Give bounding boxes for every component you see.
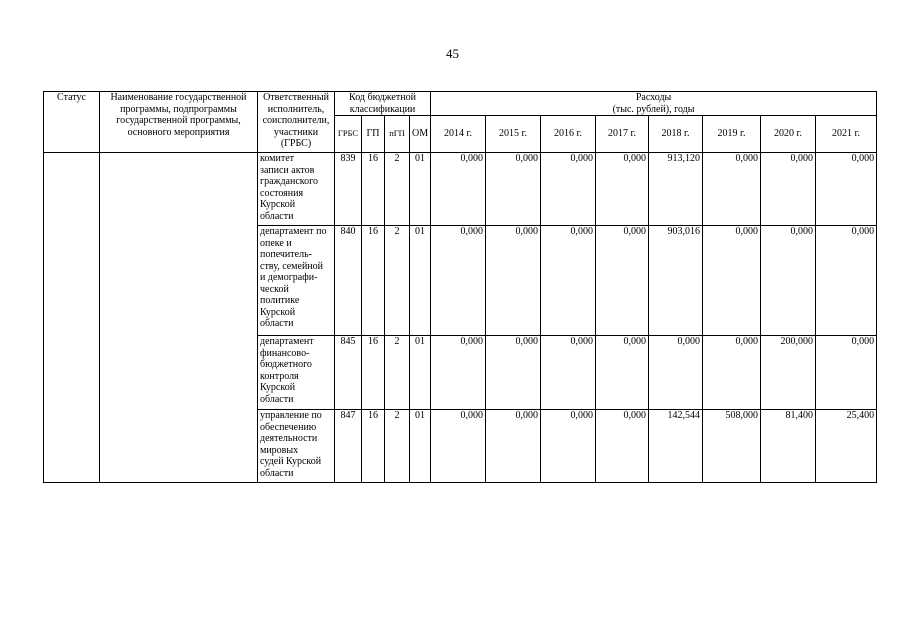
value-2019: 0,000: [703, 336, 761, 410]
header-year-2017: 2017 г.: [596, 116, 649, 153]
table-row: [44, 153, 877, 226]
value-2018: 142,544: [649, 410, 703, 483]
pgp-cell: 2: [385, 336, 410, 410]
executor-cell: комитет записи актов гражданского состояния Курской области: [258, 153, 335, 226]
header-gp: ГП: [362, 116, 385, 153]
value-2019: 508,000: [703, 410, 761, 483]
om-cell: 01: [410, 336, 431, 410]
header-program-name: Наименование государственной программы, подпрограммы государственной программы, основного мероприятия: [100, 92, 258, 153]
value-2020: 0,000: [761, 153, 816, 226]
value-2021: 25,400: [816, 410, 877, 483]
value-2018: 903,016: [649, 226, 703, 336]
value-2016: 0,000: [541, 153, 596, 226]
header-om: ОМ: [410, 116, 431, 153]
page-number: 45: [446, 46, 459, 61]
header-pgp: пГП: [385, 116, 410, 153]
gp-cell: 16: [362, 410, 385, 483]
header-executor: Ответственный исполнитель, соисполнители, участники (ГРБС): [258, 92, 335, 153]
value-2020: 81,400: [761, 410, 816, 483]
value-2015: 0,000: [486, 153, 541, 226]
table-body: [44, 153, 877, 483]
value-2014: 0,000: [431, 153, 486, 226]
gp-cell: 16: [362, 226, 385, 336]
header-year-2018: 2018 г.: [649, 116, 703, 153]
grbs-cell: 847: [335, 410, 362, 483]
pgp-cell: 2: [385, 226, 410, 336]
value-2015: 0,000: [486, 410, 541, 483]
value-2015: 0,000: [486, 226, 541, 336]
header-year-2016: 2016 г.: [541, 116, 596, 153]
value-2019: 0,000: [703, 153, 761, 226]
value-2014: 0,000: [431, 410, 486, 483]
om-cell: 01: [410, 410, 431, 483]
grbs-cell: 839: [335, 153, 362, 226]
budget-expenses-table: [43, 91, 877, 483]
value-2017: 0,000: [596, 410, 649, 483]
value-2021: 0,000: [816, 336, 877, 410]
header-year-2015: 2015 г.: [486, 116, 541, 153]
pgp-cell: 2: [385, 410, 410, 483]
grbs-cell: 845: [335, 336, 362, 410]
value-2016: 0,000: [541, 410, 596, 483]
value-2019: 0,000: [703, 226, 761, 336]
grbs-cell: 840: [335, 226, 362, 336]
value-2021: 0,000: [816, 226, 877, 336]
header-expenses: Расходы (тыс. рублей), годы: [431, 92, 877, 116]
pgp-cell: 2: [385, 153, 410, 226]
header-status: Статус: [44, 92, 100, 153]
header-budget-code: Код бюджетной классификации: [335, 92, 431, 116]
executor-cell: управление по обеспечению деятельности мировых судей Курской области: [258, 410, 335, 483]
gp-cell: 16: [362, 153, 385, 226]
value-2017: 0,000: [596, 226, 649, 336]
value-2014: 0,000: [431, 226, 486, 336]
value-2018: 913,120: [649, 153, 703, 226]
table-header: [44, 92, 877, 153]
value-2014: 0,000: [431, 336, 486, 410]
value-2016: 0,000: [541, 226, 596, 336]
gp-cell: 16: [362, 336, 385, 410]
value-2021: 0,000: [816, 153, 877, 226]
executor-cell: департамент по опеке и попечитель- ству, семейной и демографи- ческой политике Курской области: [258, 226, 335, 336]
header-year-2021: 2021 г.: [816, 116, 877, 153]
header-year-2014: 2014 г.: [431, 116, 486, 153]
value-2020: 200,000: [761, 336, 816, 410]
status-cell: [44, 153, 100, 483]
program-name-cell: [100, 153, 258, 483]
executor-cell: департамент финансово- бюджетного контроля Курской области: [258, 336, 335, 410]
om-cell: 01: [410, 153, 431, 226]
value-2020: 0,000: [761, 226, 816, 336]
value-2017: 0,000: [596, 153, 649, 226]
value-2017: 0,000: [596, 336, 649, 410]
value-2018: 0,000: [649, 336, 703, 410]
header-grbs: ГРБС: [335, 116, 362, 153]
value-2016: 0,000: [541, 336, 596, 410]
om-cell: 01: [410, 226, 431, 336]
header-year-2020: 2020 г.: [761, 116, 816, 153]
value-2015: 0,000: [486, 336, 541, 410]
header-year-2019: 2019 г.: [703, 116, 761, 153]
